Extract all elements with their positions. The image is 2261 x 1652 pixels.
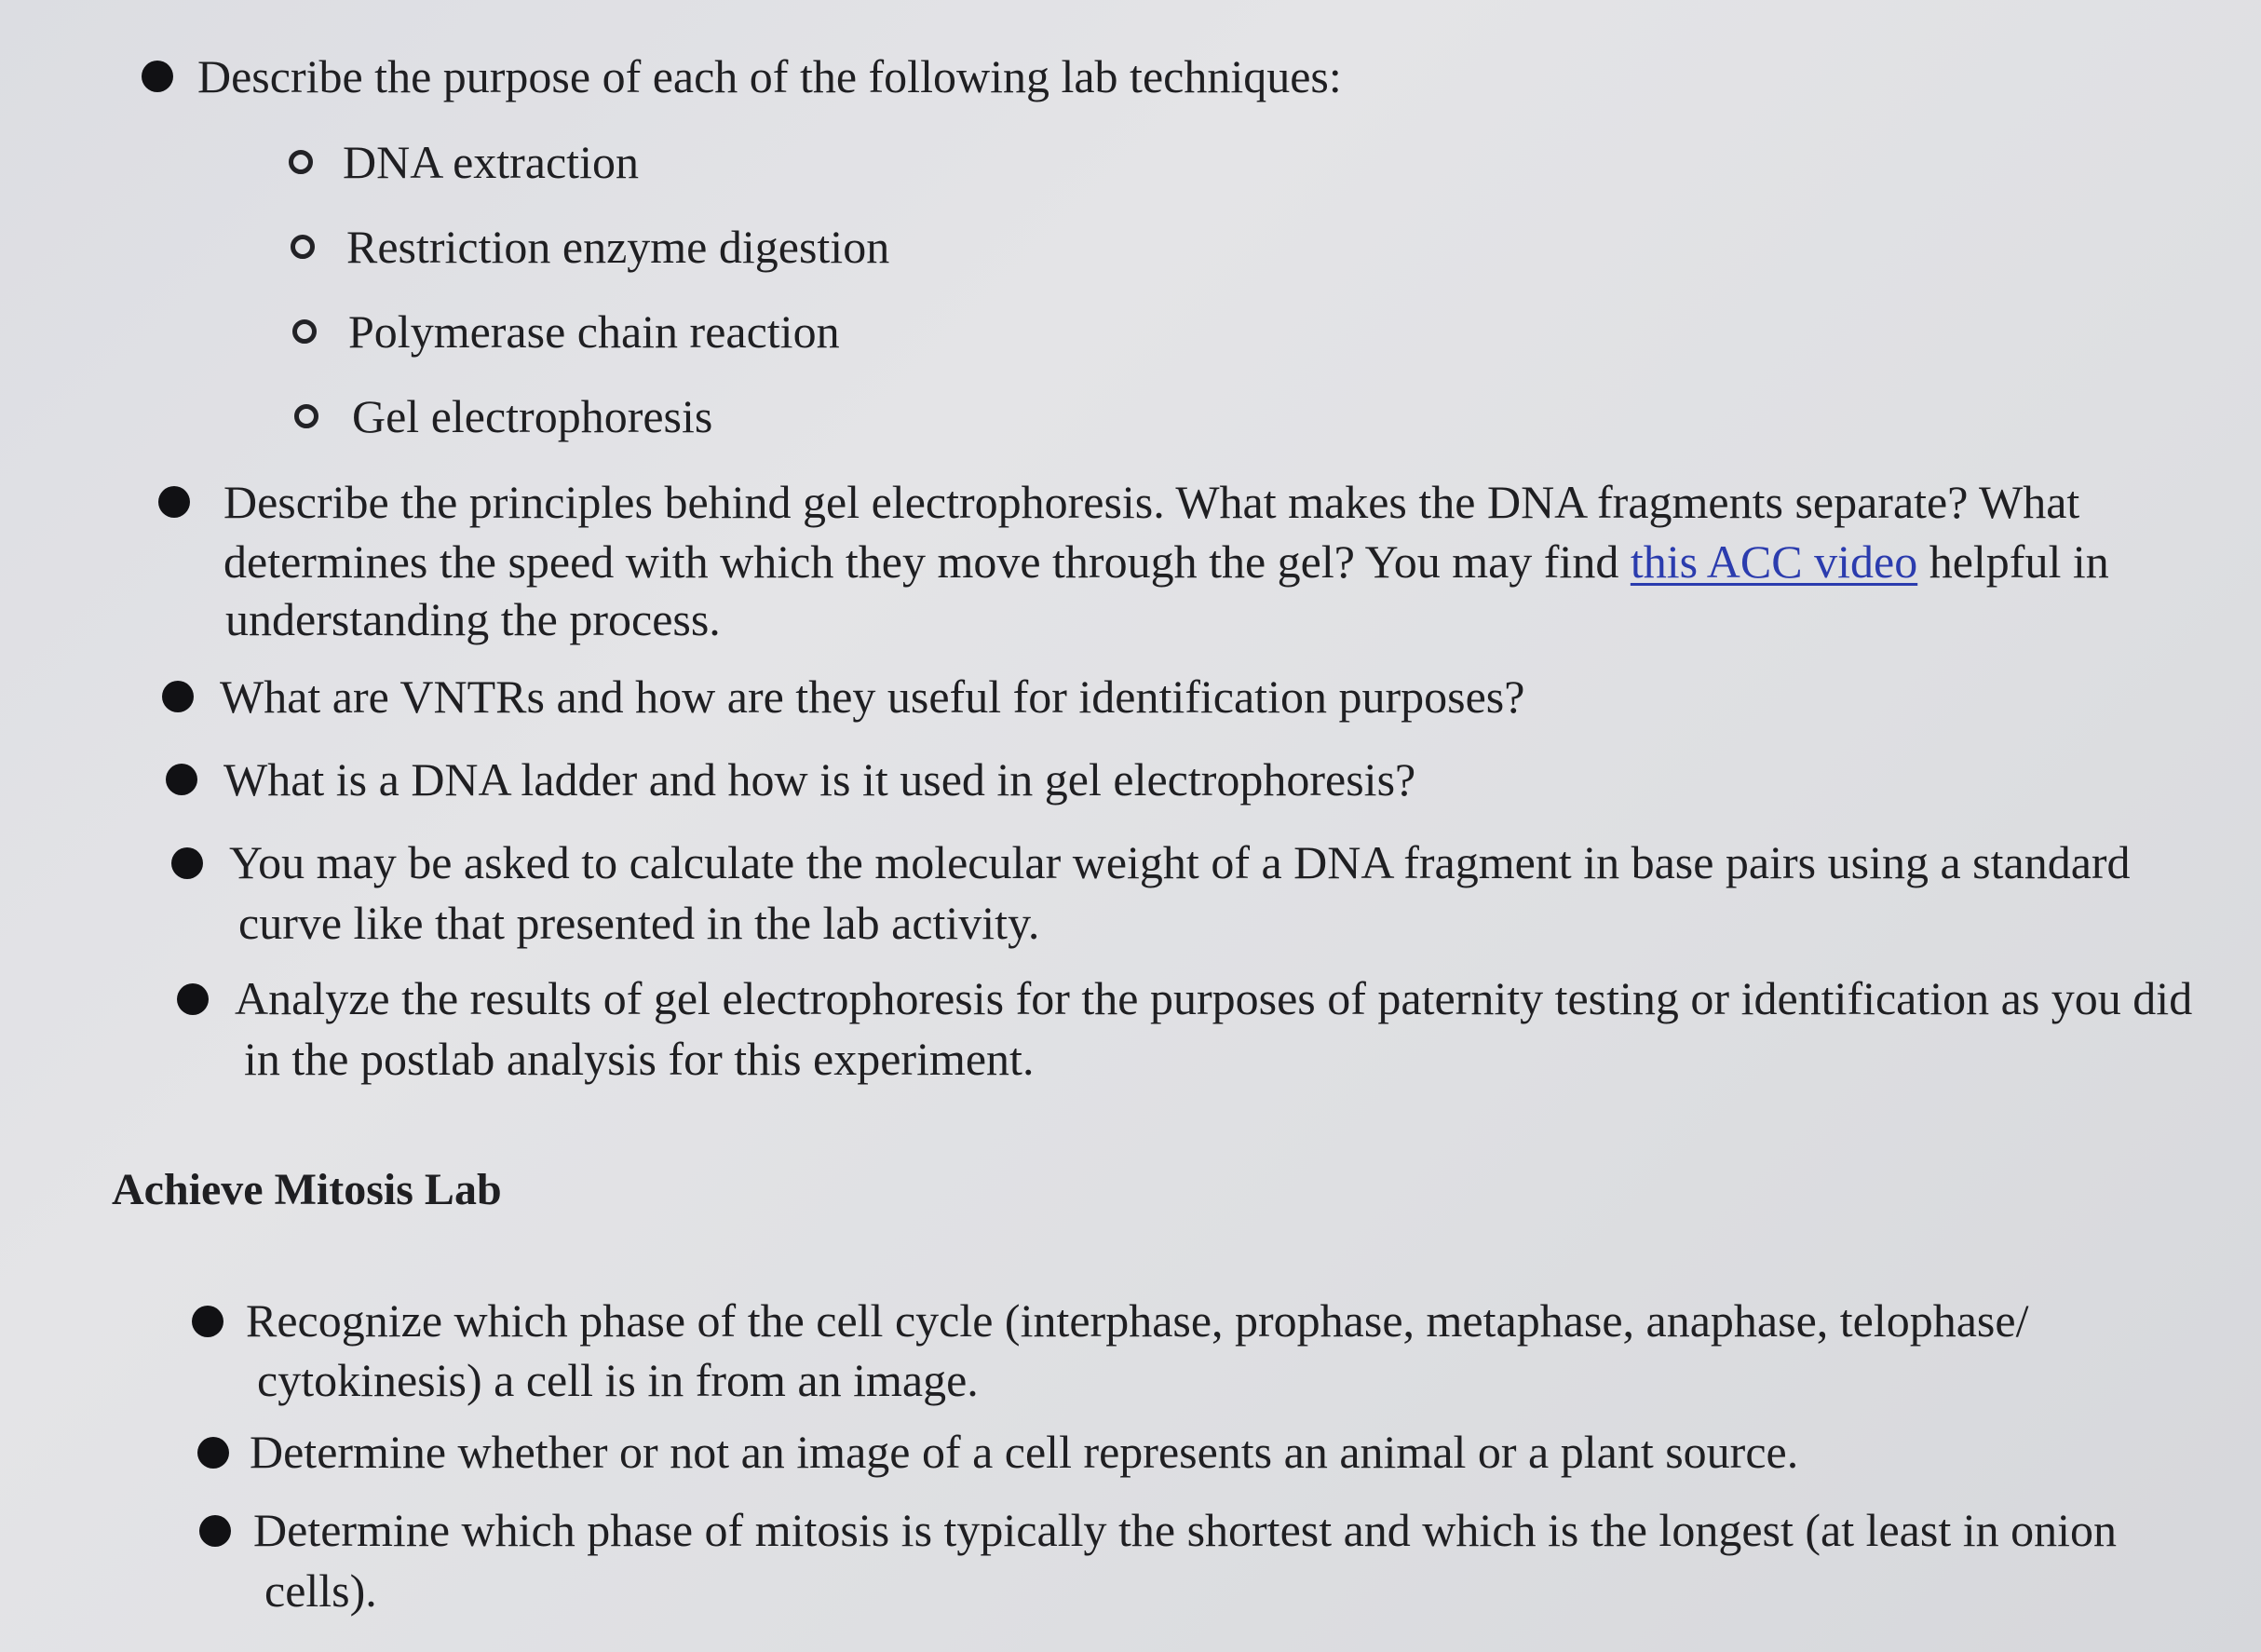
- technique-item: Polymerase chain reaction: [348, 305, 840, 358]
- technique-item: Gel electrophoresis: [352, 390, 713, 442]
- bullet-icon: [197, 1437, 229, 1469]
- shortest-longest-line-1: Determine which phase of mitosis is typically the shortest and which is the longest (at least in onion: [253, 1504, 2118, 1556]
- acc-video-link[interactable]: this ACC video: [1630, 535, 1918, 588]
- hollow-bullet-icon: [292, 319, 317, 344]
- bullet-icon: [158, 486, 190, 518]
- shortest-longest-line-2: cells).: [264, 1564, 377, 1617]
- bullet-icon: [166, 764, 197, 795]
- bullet-icon: [171, 847, 203, 879]
- bullet-icon: [142, 61, 173, 92]
- analyze-line-2: in the postlab analysis for this experiment.: [244, 1033, 1035, 1085]
- hollow-bullet-icon: [289, 150, 313, 174]
- recognize-line-1: Recognize which phase of the cell cycle (interphase, prophase, metaphase, anaphase, telophase/: [246, 1294, 2029, 1347]
- bullet-icon: [199, 1515, 231, 1547]
- molecular-weight-line-1: You may be asked to calculate the molecular weight of a DNA fragment in base pairs using a standard: [229, 836, 2131, 888]
- hollow-bullet-icon: [294, 404, 318, 428]
- molecular-weight-line-2: curve like that presented in the lab activity.: [238, 897, 1040, 949]
- bullet-icon: [177, 983, 209, 1015]
- recognize-line-2: cytokinesis) a cell is in from an image.: [257, 1354, 979, 1406]
- principles-line-2-text: determines the speed with which they move through the gel? You may find: [223, 535, 1631, 588]
- hollow-bullet-icon: [291, 235, 315, 259]
- bullet-icon: [162, 681, 194, 712]
- technique-item: DNA extraction: [343, 136, 639, 188]
- principles-line-1: Describe the principles behind gel electrophoresis. What makes the DNA fragments separate? What: [223, 476, 2080, 528]
- principles-line-2-tail: helpful in: [1917, 535, 2109, 588]
- animal-plant-question: Determine whether or not an image of a cell represents an animal or a plant source.: [250, 1426, 1799, 1478]
- technique-item: Restriction enzyme digestion: [346, 221, 890, 273]
- section-heading: Achieve Mitosis Lab: [112, 1165, 502, 1214]
- principles-line-3: understanding the process.: [225, 593, 721, 645]
- lab-techniques-prompt: Describe the purpose of each of the following lab techniques:: [197, 50, 1342, 102]
- bullet-icon: [192, 1306, 223, 1337]
- vntrs-question: What are VNTRs and how are they useful for identification purposes?: [220, 670, 1525, 723]
- dna-ladder-question: What is a DNA ladder and how is it used in gel electrophoresis?: [223, 753, 1416, 806]
- analyze-line-1: Analyze the results of gel electrophoresis for the purposes of paternity testing or identification as you did: [235, 972, 2193, 1024]
- principles-line-2: [223, 533, 2109, 590]
